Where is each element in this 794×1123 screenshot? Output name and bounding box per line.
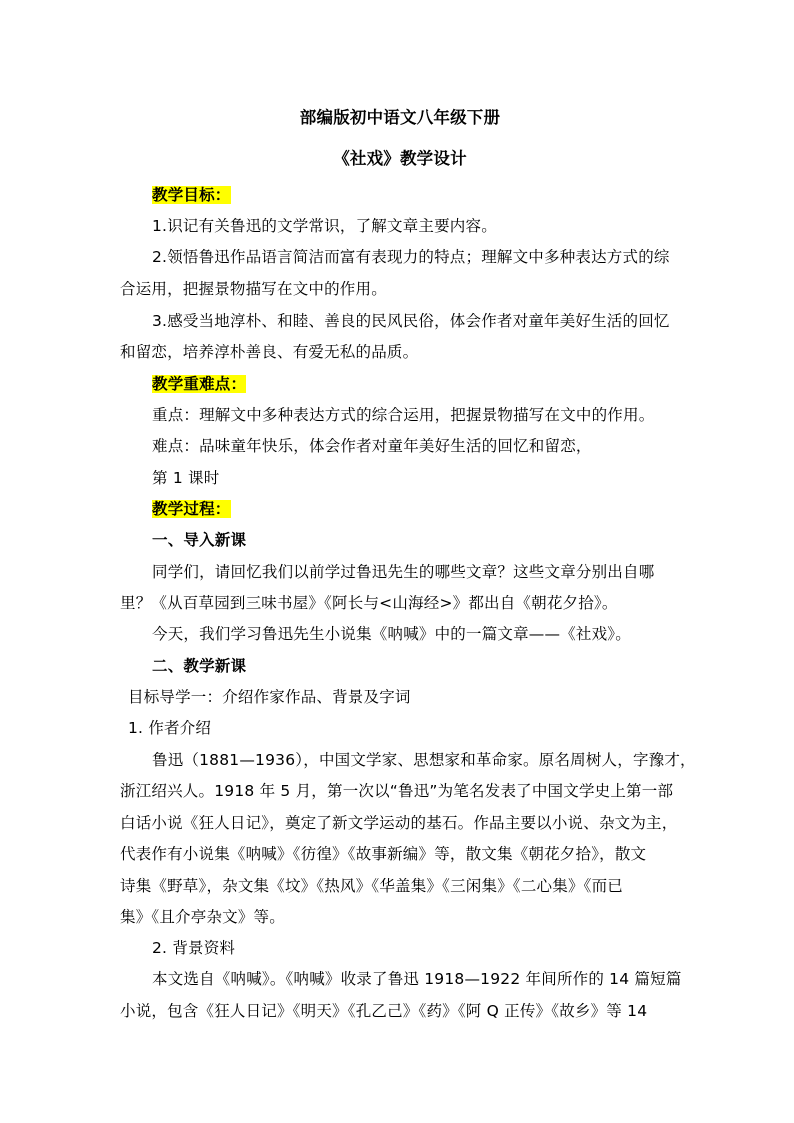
highlighted-heading: 教学过程： (152, 500, 231, 518)
section-title: 一、导入新课 (152, 531, 247, 549)
paragraph-line: 小说，包含《狂人日记》《明天》《孔乙己》《药》《阿 Q 正传》《故乡》等 14 (120, 1002, 648, 1020)
section-heading-goals (152, 185, 231, 205)
paragraph-line: 和留恋，培养淳朴善良、有爱无私的品质。 (120, 343, 419, 361)
paragraph-line: 3.感受当地淳朴、和睦、善良的民风民俗，体会作者对童年美好生活的回忆 (152, 312, 670, 330)
section-heading-key (152, 374, 246, 394)
paragraph-line: 重点：理解文中多种表达方式的综合运用，把握景物描写在文中的作用。 (152, 406, 655, 424)
section-heading-process (152, 499, 231, 519)
paragraph-line: 浙江绍兴人。1918 年 5 月，第一次以“鲁迅”为笔名发表了中国文学史上第一部 (120, 782, 674, 800)
paragraph-line: 代表作有小说集《呐喊》《彷徨》《故事新编》等，散文集《朝花夕拾》，散文 (120, 845, 647, 863)
paragraph-line: 鲁迅（1881—1936），中国文学家、思想家和革命家。原名周树人，字豫才， (152, 751, 696, 769)
document-subtitle: 《社戏》教学设计 (333, 149, 467, 168)
paragraph-line: 集》《且介亭杂文》等。 (120, 908, 285, 926)
paragraph-line: 里？《从百草园到三味书屋》《阿长与<山海经>》都出自《朝花夕拾》。 (120, 594, 618, 612)
highlighted-heading: 教学重难点： (152, 375, 247, 393)
section-title: 二、教学新课 (152, 657, 247, 675)
lesson-label: 第 1 课时 (152, 469, 220, 487)
paragraph-line: 2.领悟鲁迅作品语言简洁而富有表现力的特点；理解文中多种表达方式的综 (152, 248, 670, 266)
paragraph-line: 同学们，请回忆我们以前学过鲁迅先生的哪些文章？这些文章分别出自哪 (152, 563, 655, 581)
highlighted-heading: 教学目标： (152, 186, 231, 204)
document-title: 部编版初中语文八年级下册 (299, 108, 501, 127)
target-label: 目标导学一：介绍作家作品、背景及字词 (128, 688, 411, 706)
paragraph-line: 难点：品味童年快乐，体会作者对童年美好生活的回忆和留恋， (152, 437, 592, 455)
paragraph-line: 诗集《野草》，杂文集《坟》《热风》《华盖集》《三闲集》《二心集》《而已 (120, 877, 624, 895)
paragraph-line: 白话小说《狂人日记》，奠定了新文学运动的基石。作品主要以小说、杂文为主， (120, 814, 678, 832)
paragraph-line: 今天，我们学习鲁迅先生小说集《呐喊》中的一篇文章——《社戏》。 (152, 625, 631, 643)
paragraph-line: 本文选自《呐喊》。《呐喊》收录了鲁迅 1918—1922 年间所作的 14 篇短篇 (152, 970, 682, 988)
item-label: 2. 背景资料 (152, 939, 236, 957)
paragraph-line: 合运用，把握景物描写在文中的作用。 (120, 280, 387, 298)
item-label: 1. 作者介绍 (128, 719, 212, 737)
paragraph-line: 1.识记有关鲁迅的文学常识，了解文章主要内容。 (152, 217, 497, 235)
